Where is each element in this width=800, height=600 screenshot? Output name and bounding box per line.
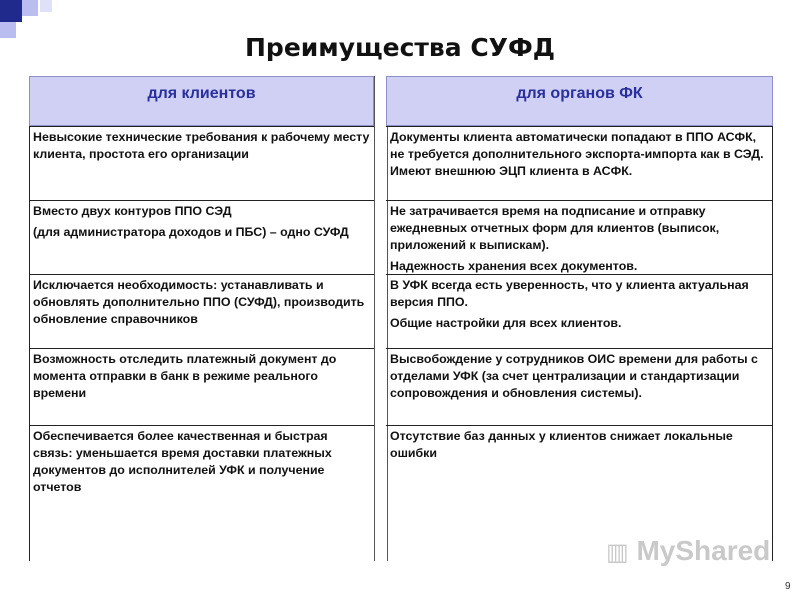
- cell-text: Надежность хранения всех документов.: [390, 259, 638, 273]
- cell-fk-4: [386, 348, 773, 425]
- logo-text: MyShared: [636, 535, 771, 566]
- cell-text: Не затрачивается время на подписание и отправку ежедневных отчетных форм для клиентов (выписок, приложений к выпискам).: [390, 204, 720, 252]
- header-fk: для органов ФК: [386, 76, 773, 126]
- corner-square-light: [40, 0, 52, 12]
- corner-square-dark: [0, 0, 22, 22]
- cell-text: Общие настройки для всех клиентов.: [390, 316, 622, 330]
- header-clients: для клиентов: [29, 76, 374, 126]
- watermark-logo: [606, 535, 770, 567]
- cell-text: В УФК всегда есть уверенность, что у клиента актуальная версия ППО.: [390, 278, 749, 309]
- cell-text: Исключается необходимость: устанавливать и обновлять дополнительно ППО (СУФД), производить обновление справочников: [33, 278, 365, 326]
- comparison-table: [29, 76, 773, 561]
- cell-text: Обеспечивается более качественная и быстрая связь: уменьшается время доставки платежных документов до исполнителей УФК и получение отчетов: [33, 429, 332, 494]
- cell-client-5: [29, 425, 374, 561]
- cell-text: Возможность отследить платежный документ до момента отправки в банк в режиме реального времени: [33, 352, 337, 400]
- cell-text: Отсутствие баз данных у клиентов снижает локальные ошибки: [390, 429, 733, 460]
- cell-text: Невысокие технические требования к рабочему месту клиента, простота его организации: [33, 130, 370, 161]
- cell-text: Высвобождение у сотрудников ОИС времени для работы с отделами УФК (за счет централизации и стандартизации сопровождения и обновления системы).: [390, 352, 758, 400]
- cell-client-4: [29, 348, 374, 425]
- cell-text: Документы клиента автоматически попадают в ППО АСФК, не требуется дополнительного экспорта-импорта как в СЭД. Имеют внешнюю ЭЦП клиента в АСФК.: [390, 130, 764, 178]
- cell-fk-3: [386, 274, 773, 348]
- cell-client-3: [29, 274, 374, 348]
- page-title: Преимущества СУФД: [245, 33, 555, 62]
- page-number: 9: [785, 581, 791, 592]
- cell-fk-2: [386, 200, 773, 274]
- presentation-icon: ▥: [606, 539, 629, 566]
- cell-fk-1: [386, 126, 773, 200]
- cell-text: (для администратора доходов и ПБС) – одно СУФД: [33, 225, 349, 239]
- corner-square-light: [22, 0, 38, 16]
- cell-client-2: [29, 200, 374, 274]
- cell-text: Вместо двух контуров ППО СЭД: [33, 204, 232, 218]
- cell-client-1: [29, 126, 374, 200]
